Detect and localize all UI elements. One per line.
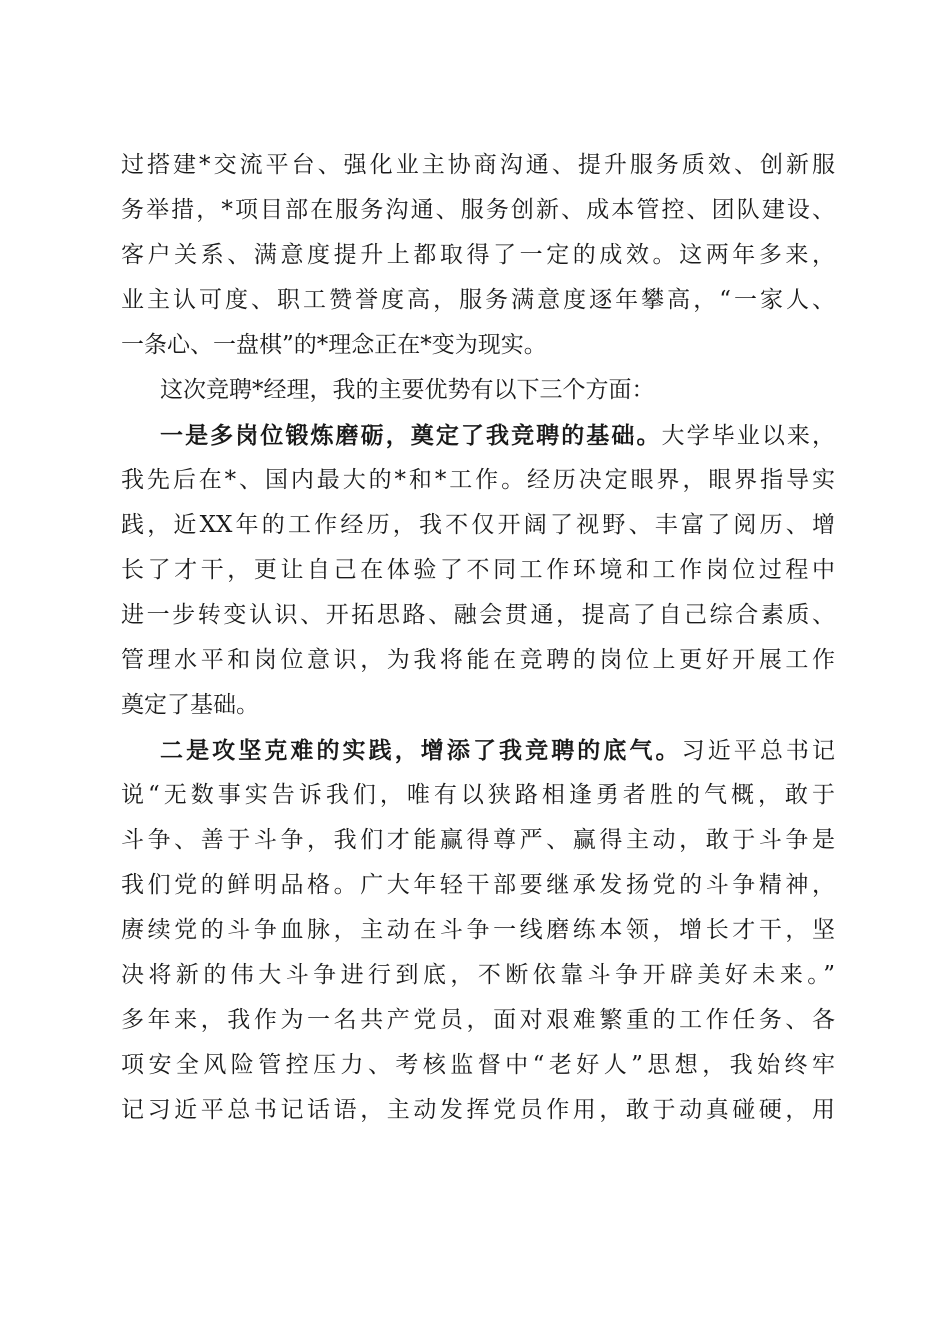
body-text xyxy=(121,143,835,1133)
text-line: 践，近XX年的工作经历，我不仅开阔了视野、丰富了阅历、增 xyxy=(121,512,835,538)
advantage-two-heading: 二是攻坚克难的实践，增添了我竞聘的底气。 xyxy=(160,737,682,764)
text-line: 赓续党的斗争血脉，主动在斗争一线磨练本领，增长才干，坚 xyxy=(121,917,835,943)
text-line: 一条心、一盘棋”的*理念正在*变为现实。 xyxy=(121,332,547,358)
text-line: 务举措，*项目部在服务沟通、服务创新、成本管控、团队建设、 xyxy=(121,197,835,223)
text-line: 过搭建*交流平台、强化业主协商沟通、提升服务质效、创新服 xyxy=(121,152,835,178)
paragraph-advantages-intro xyxy=(121,368,835,413)
text-line: 斗争、善于斗争，我们才能赢得尊严、赢得主动，敢于斗争是 xyxy=(121,827,835,853)
text-line: 管理水平和岗位意识，为我将能在竞聘的岗位上更好开展工作 xyxy=(121,647,835,673)
text-line: 项安全风险管控压力、考核监督中“老好人”思想，我始终牢 xyxy=(121,1052,835,1078)
text-line: 多年来，我作为一名共产党员，面对艰难繁重的工作任务、各 xyxy=(121,1007,835,1033)
text-line xyxy=(121,413,835,458)
paragraph-advantage-two xyxy=(121,728,835,1133)
advantage-two-lead: 习近平总书记 xyxy=(681,738,836,764)
text-line: 这次竞聘*经理，我的主要优势有以下三个方面： xyxy=(160,377,655,403)
advantage-one-heading: 一是多岗位锻炼磨砺，奠定了我竞聘的基础。 xyxy=(160,422,662,449)
advantage-one-lead: 大学毕业以来， xyxy=(661,423,836,449)
text-line: 决将新的伟大斗争进行到底，不断依靠斗争开辟美好未来。” xyxy=(121,962,835,988)
text-line xyxy=(121,728,835,773)
text-line: 我们党的鲜明品格。广大年轻干部要继承发扬党的斗争精神， xyxy=(121,872,835,898)
text-line: 业主认可度、职工赞誉度高，服务满意度逐年攀高，“一家人、 xyxy=(121,287,835,313)
paragraph-service-results xyxy=(121,143,835,368)
text-line: 说“无数事实告诉我们，唯有以狭路相逢勇者胜的气概，敢于 xyxy=(121,782,835,808)
text-line: 客户关系、满意度提升上都取得了一定的成效。这两年多来， xyxy=(121,242,835,268)
text-line: 奠定了基础。 xyxy=(121,692,259,718)
text-line: 进一步转变认识、开拓思路、融会贯通，提高了自己综合素质、 xyxy=(121,602,835,628)
paragraph-advantage-one xyxy=(121,413,835,728)
text-line: 记习近平总书记话语，主动发挥党员作用，敢于动真碰硬，用 xyxy=(121,1097,835,1123)
text-line: 长了才干，更让自己在体验了不同工作环境和工作岗位过程中 xyxy=(121,557,835,583)
text-line: 我先后在*、国内最大的*和*工作。经历决定眼界，眼界指导实 xyxy=(121,467,835,493)
